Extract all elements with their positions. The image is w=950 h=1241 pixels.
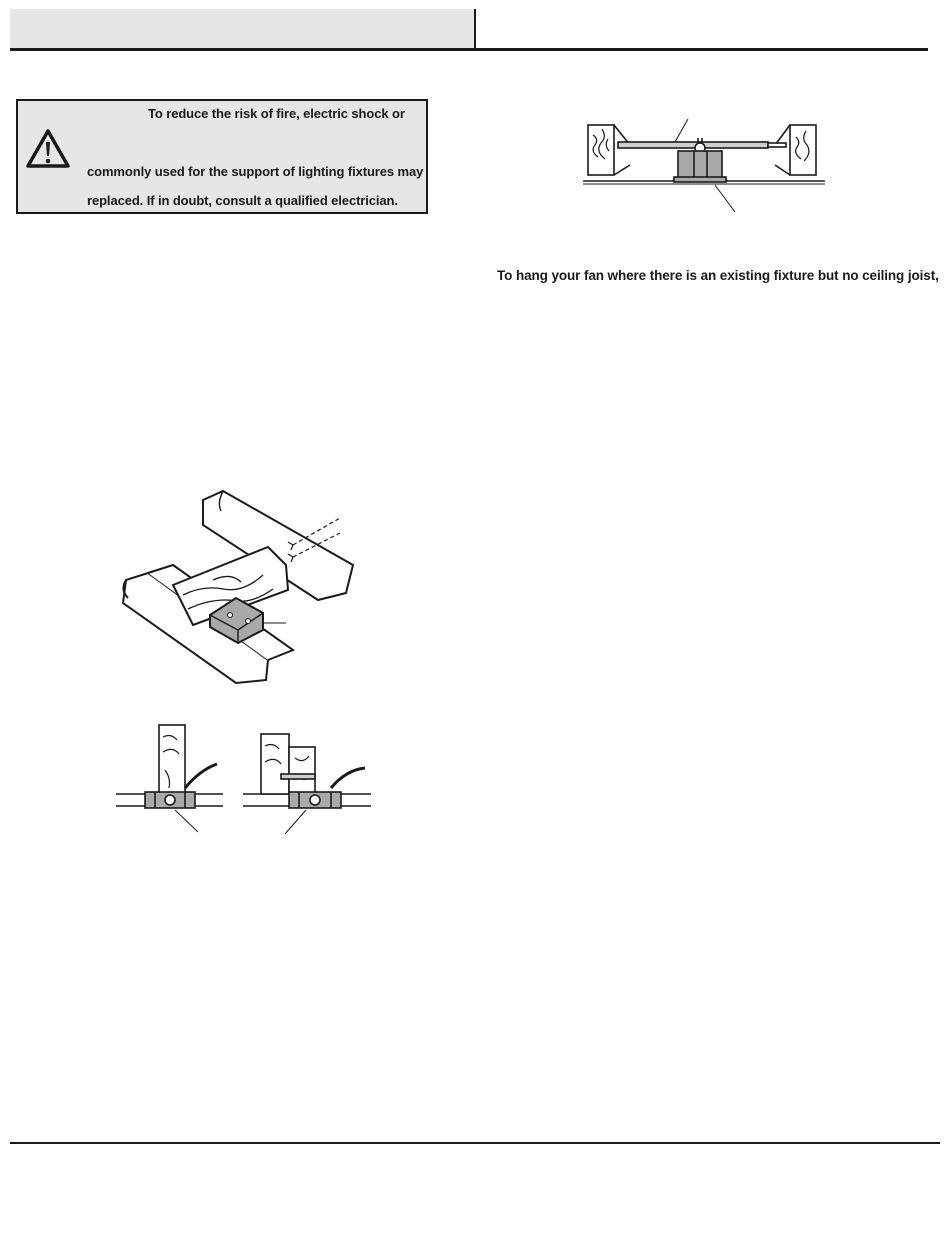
hanger-bar-illustration (580, 115, 830, 220)
warning-box (16, 99, 428, 214)
footer-rule (10, 1142, 940, 1144)
warning-line-3: replaced. If in doubt, consult a qualified electrician. (87, 193, 398, 208)
joist-outlet-box-illustration (118, 485, 358, 690)
warning-line-1: To reduce the risk of fire, electric shock or (148, 106, 405, 121)
warning-line-2: commonly used for the support of lighting fixtures may (87, 164, 424, 179)
header-title-bar (10, 9, 474, 49)
header-rule (10, 48, 928, 51)
warning-triangle-icon (25, 128, 71, 170)
header-divider (474, 9, 476, 50)
outlet-box-section-illustrations (113, 722, 373, 837)
existing-fixture-instruction: To hang your fan where there is an existing fixture but no ceiling joist, (497, 268, 939, 283)
